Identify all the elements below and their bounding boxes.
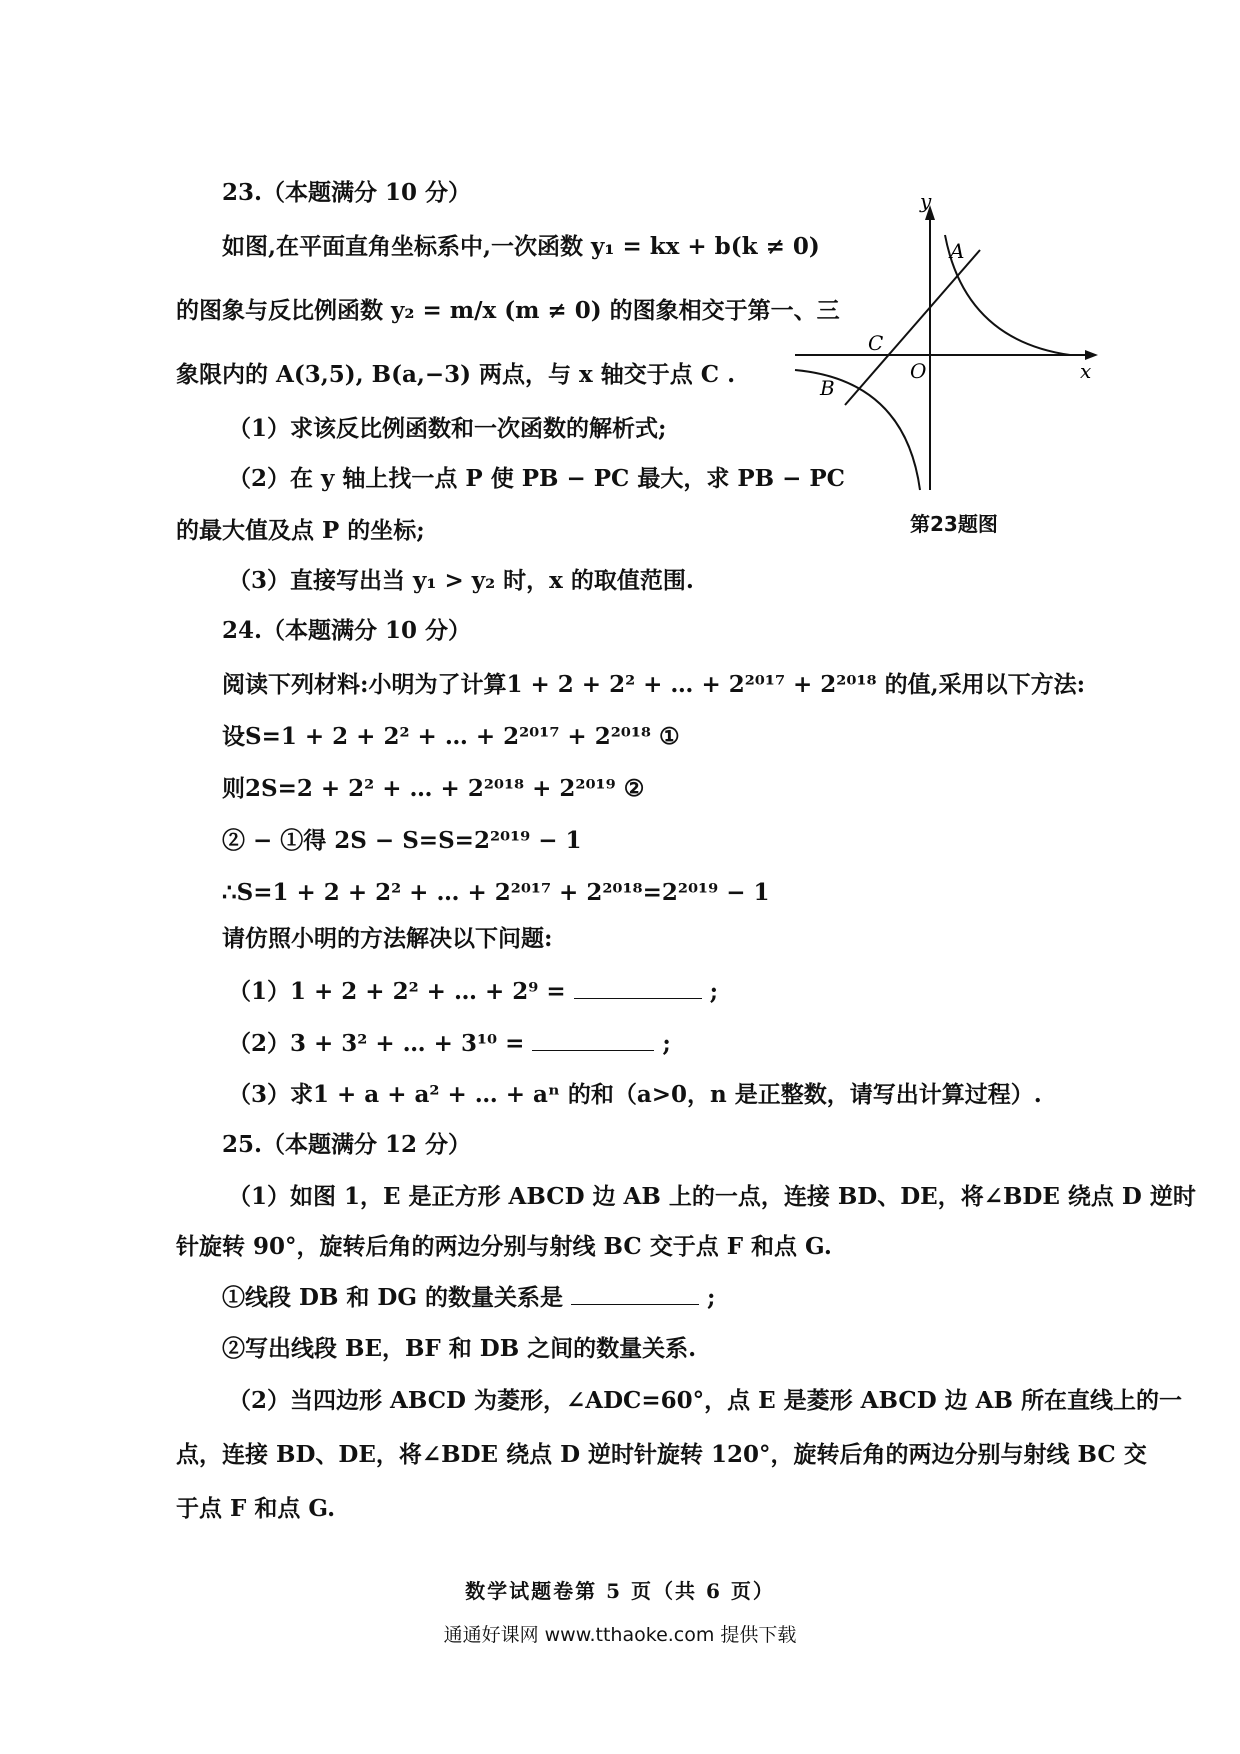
q24-eq3: ② − ①得 2S − S=S=2²⁰¹⁹ − 1 <box>222 827 582 854</box>
q25-part1-line2: 针旋转 90°，旋转后角的两边分别与射线 BC 交于点 F 和点 G. <box>176 1233 832 1260</box>
label-A: A <box>950 239 965 263</box>
q25-part1-line1: （1）如图 1，E 是正方形 ABCD 边 AB 上的一点，连接 BD、DE，将∠BDE 绕点 D 逆时 <box>228 1183 1196 1210</box>
q24-eq4: ∴S=1 + 2 + 2² + … + 2²⁰¹⁷ + 2²⁰¹⁸=2²⁰¹⁹ − 1 <box>222 879 770 906</box>
q24-sub2-end: ; <box>662 1030 671 1057</box>
q24-sub2 <box>228 1028 671 1059</box>
q25-part2-line1: （2）当四边形 ABCD 为菱形，∠ADC=60°，点 E 是菱形 ABCD 边 AB 所在直线上的一 <box>228 1387 1182 1414</box>
watermark: 通通好课网 www.tthaoke.com 提供下载 <box>443 1624 797 1646</box>
q25-item1-end: ; <box>707 1284 716 1311</box>
q25-item1-text: ①线段 DB 和 DG 的数量关系是 <box>222 1284 564 1311</box>
q25-part2-line2: 点，连接 BD、DE，将∠BDE 绕点 D 逆时针旋转 120°，旋转后角的两边分别与射线 BC 交 <box>176 1441 1147 1468</box>
q25-header: 25.（本题满分 12 分） <box>222 1131 472 1158</box>
q23-text-line2: 的图象与反比例函数 y₂ = m/x (m ≠ 0) 的图象相交于第一、三 <box>176 297 840 324</box>
q24-sub2-text: （2）3 + 3² + … + 3¹⁰ = <box>228 1030 525 1057</box>
q24-prompt: 请仿照小明的方法解决以下问题: <box>222 925 553 952</box>
hyperbola-branch-2 <box>795 370 920 490</box>
q24-sub2-answer-blank[interactable] <box>532 1028 654 1051</box>
q23-text-line1: 如图,在平面直角坐标系中,一次函数 y₁ = kx + b(k ≠ 0) <box>222 233 820 260</box>
q25-item1-answer-blank[interactable] <box>571 1282 699 1305</box>
q24-header: 24.（本题满分 10 分） <box>222 617 472 644</box>
q24-eq2: 则2S=2 + 2² + … + 2²⁰¹⁸ + 2²⁰¹⁹ ② <box>222 775 645 802</box>
q23-part1: （1）求该反比例函数和一次函数的解析式; <box>228 415 667 442</box>
label-x: x <box>1080 359 1092 383</box>
page-footer: 数学试题卷第 5 页（共 6 页） <box>465 1579 775 1603</box>
q25-item1 <box>222 1282 716 1313</box>
q24-sub1 <box>228 976 718 1007</box>
q24-eq1: 设S=1 + 2 + 2² + … + 2²⁰¹⁷ + 2²⁰¹⁸ ① <box>222 723 680 750</box>
q25-item2: ②写出线段 BE，BF 和 DB 之间的数量关系. <box>222 1335 697 1362</box>
figure-caption: 第23题图 <box>910 512 998 536</box>
label-O: O <box>910 359 927 383</box>
q24-sub3: （3）求1 + a + a² + … + aⁿ 的和（a>0，n 是正整数，请写出计算过程）. <box>228 1081 1042 1108</box>
q24-sub1-text: （1）1 + 2 + 2² + … + 2⁹ = <box>228 978 566 1005</box>
q24-sub1-end: ; <box>709 978 719 1005</box>
q23-part2-line2: 的最大值及点 P 的坐标; <box>176 517 425 544</box>
q23-text-line3: 象限内的 A(3,5), B(a,−3) 两点，与 x 轴交于点 C . <box>176 361 736 388</box>
q23-header: 23.（本题满分 10 分） <box>222 179 472 206</box>
label-C: C <box>868 331 884 355</box>
label-y: y <box>920 190 932 213</box>
q24-sub1-answer-blank[interactable] <box>574 976 702 999</box>
label-B: B <box>820 376 835 400</box>
q24-intro: 阅读下列材料:小明为了计算1 + 2 + 2² + … + 2²⁰¹⁷ + 2²⁰¹⁸ 的值,采用以下方法: <box>222 671 1086 698</box>
q23-figure <box>780 190 1110 500</box>
q25-part2-line3: 于点 F 和点 G. <box>176 1495 336 1522</box>
q23-part3: （3）直接写出当 y₁ > y₂ 时，x 的取值范围. <box>228 567 694 594</box>
q23-part2-line1: （2）在 y 轴上找一点 P 使 PB − PC 最大，求 PB − PC <box>228 465 845 492</box>
